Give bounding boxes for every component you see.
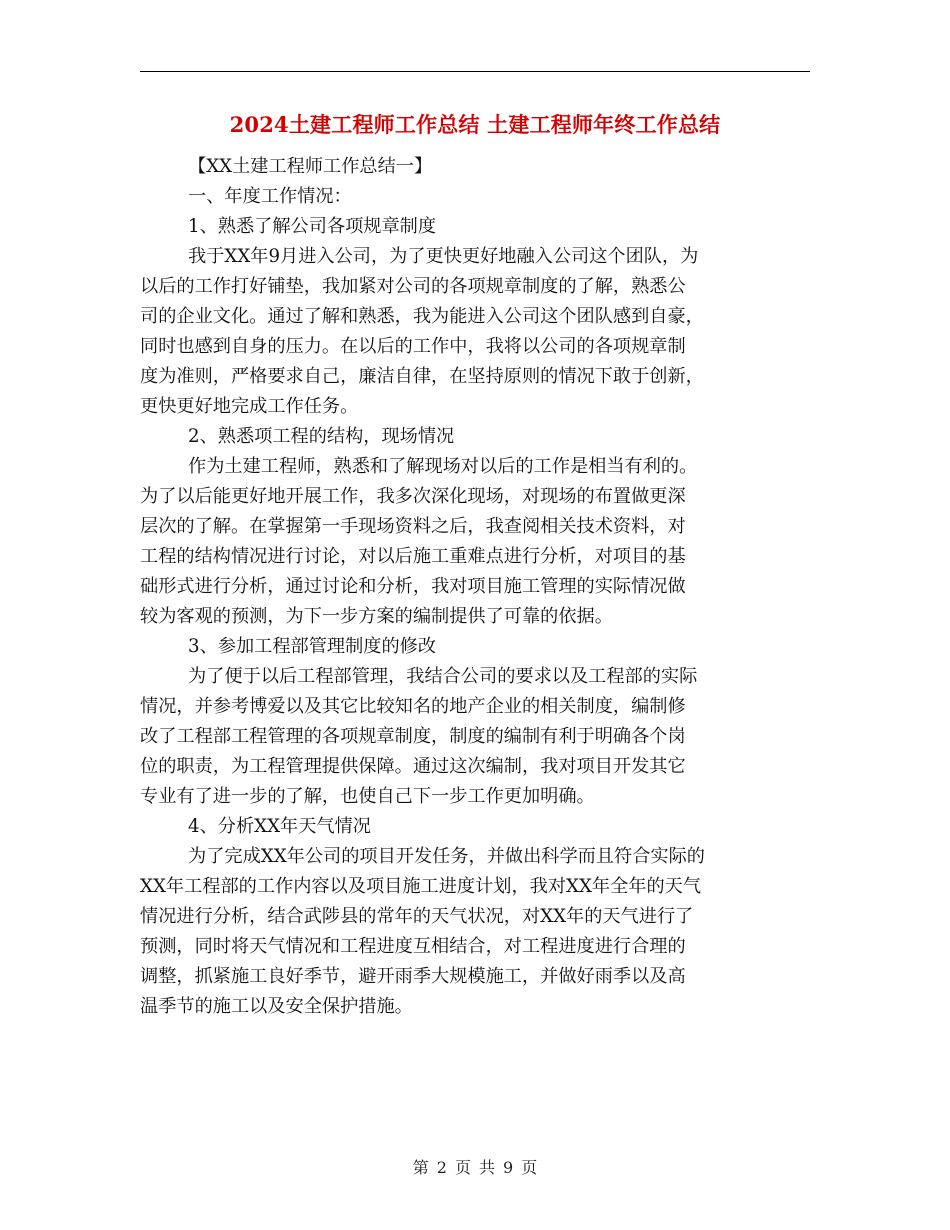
paragraph-line: 调整，抓紧施工良好季节，避开雨季大规模施工，并做好雨季以及高 — [140, 966, 686, 987]
paragraph-line: 位的职责，为工程管理提供保障。通过这次编制，我对项目开发其它 — [140, 756, 686, 777]
paragraph-line: 础形式进行分析，通过讨论和分析，我对项目施工管理的实际情况做 — [140, 576, 686, 597]
paragraph-line: 更快更好地完成工作任务。 — [140, 396, 359, 417]
paragraph-line: 情况，并参考博爱以及其它比较知名的地产企业的相关制度，编制修 — [140, 696, 686, 717]
paragraph-line: 层次的了解。在掌握第一手现场资料之后，我查阅相关技术资料，对 — [140, 516, 686, 537]
footer-page-label: 页 — [454, 1158, 471, 1177]
total-pages: 9 — [503, 1158, 514, 1177]
footer-total-prefix: 共 — [479, 1158, 496, 1177]
paragraph-line: 工程的结构情况进行讨论，对以后施工重难点进行分析，对项目的基 — [140, 546, 686, 567]
item-heading-4: 4、分析XX年天气情况 — [188, 816, 371, 837]
paragraph-line: 温季节的施工以及安全保护措施。 — [140, 996, 413, 1017]
paragraph-line: 情况进行分析，结合武陟县的常年的天气状况，对XX年的天气进行了 — [140, 906, 694, 927]
paragraph-line: 预测，同时将天气情况和工程进度互相结合，对工程进度进行合理的 — [140, 936, 686, 957]
item-heading-2: 2、熟悉项工程的结构，现场情况 — [188, 426, 455, 447]
footer-total-suffix: 页 — [521, 1158, 538, 1177]
paragraph-line: 为了完成XX年公司的项目开发任务，并做出科学而且符合实际的 — [188, 846, 705, 867]
document-body — [140, 152, 810, 1022]
paragraph-4 — [140, 842, 810, 1022]
paragraph-line: 专业有了进一步的了解，也使自己下一步工作更加明确。 — [140, 786, 595, 807]
subtitle: 【XX土建工程师工作总结一】 — [188, 156, 433, 177]
paragraph-line: 作为土建工程师，熟悉和了解现场对以后的工作是相当有利的。 — [188, 456, 698, 477]
section-heading: 一、年度工作情况： — [188, 186, 352, 207]
footer-prefix: 第 — [412, 1158, 429, 1177]
paragraph-line: 我于XX年9月进入公司，为了更快更好地融入公司这个团队，为 — [188, 246, 699, 267]
paragraph-3 — [140, 662, 810, 812]
page-number: 2 — [436, 1158, 447, 1177]
document-title: 2024土建工程师工作总结 土建工程师年终工作总结 — [229, 112, 721, 137]
paragraph-2 — [140, 452, 810, 632]
paragraph-line: 度为准则，严格要求自己，廉洁自律，在坚持原则的情况下敢于创新， — [140, 366, 704, 387]
paragraph-line: 以后的工作打好铺垫，我加紧对公司的各项规章制度的了解，熟悉公 — [140, 276, 686, 297]
paragraph-1 — [140, 242, 810, 422]
item-heading-3: 3、参加工程部管理制度的修改 — [188, 636, 437, 657]
header-rule — [140, 71, 810, 72]
paragraph-line: 改了工程部工程管理的各项规章制度，制度的编制有利于明确各个岗 — [140, 726, 686, 747]
page-footer — [0, 1155, 950, 1178]
paragraph-line: 为了以后能更好地开展工作，我多次深化现场，对现场的布置做更深 — [140, 486, 686, 507]
paragraph-line: 同时也感到自身的压力。在以后的工作中，我将以公司的各项规章制 — [140, 336, 686, 357]
item-heading-1: 1、熟悉了解公司各项规章制度 — [188, 216, 437, 237]
paragraph-line: 司的企业文化。通过了解和熟悉，我为能进入公司这个团队感到自豪， — [140, 306, 704, 327]
paragraph-line: XX年工程部的工作内容以及项目施工进度计划，我对XX年全年的天气 — [140, 876, 702, 897]
paragraph-line: 较为客观的预测，为下一步方案的编制提供了可靠的依据。 — [140, 606, 613, 627]
paragraph-line: 为了便于以后工程部管理，我结合公司的要求以及工程部的实际 — [188, 666, 698, 687]
